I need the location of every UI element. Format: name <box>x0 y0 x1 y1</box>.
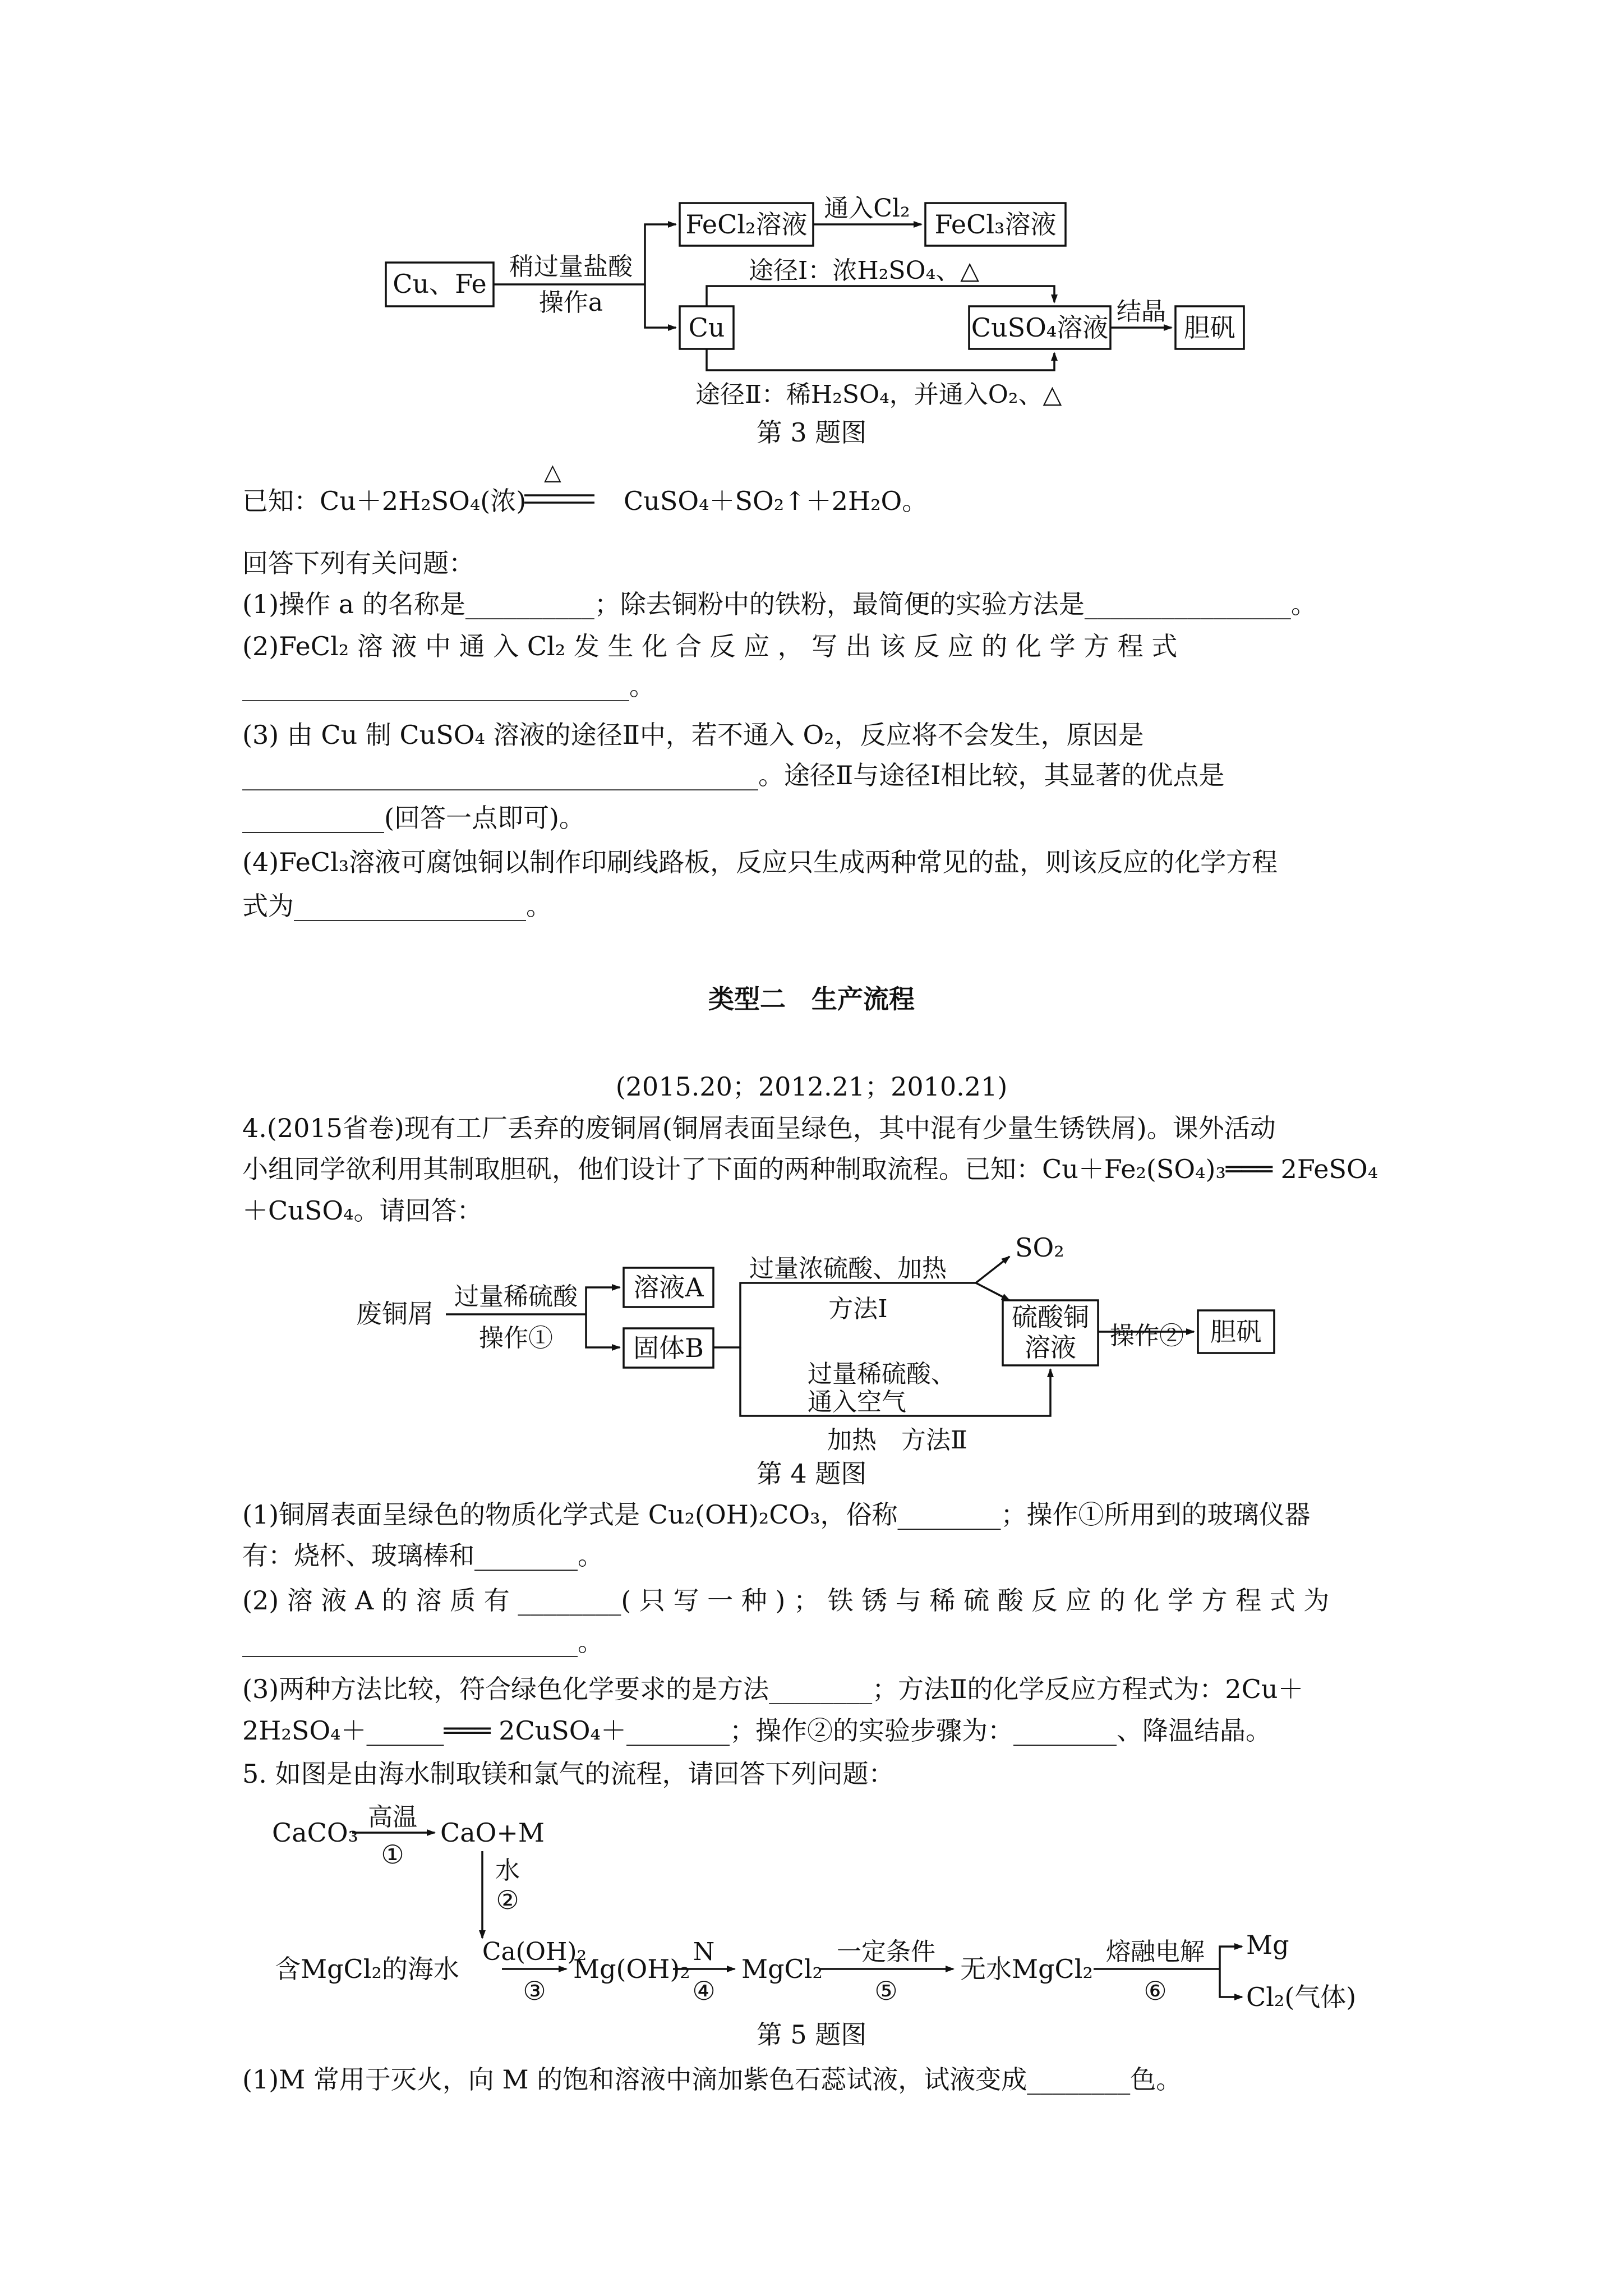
q3-question-3-line2: ________________________________________。途径Ⅱ与途径Ⅰ相比较，其显著的优点是 <box>242 760 1225 790</box>
fig4-op-top: 过量稀硫酸 <box>454 1282 578 1311</box>
q3-known-condition: △ <box>544 459 561 485</box>
fig4-cuso4-line2: 溶液 <box>1025 1332 1076 1363</box>
fig3-alum: 胆矾 <box>1184 312 1235 343</box>
fig4-op-bottom: 操作① <box>479 1324 553 1352</box>
q3-question-2-line1: (2)FeCl₂ 溶 液 中 通 入 Cl₂ 发 生 化 合 反 应 ， 写 出 该 反 应 的 化 学 方 程 式 <box>242 631 1178 661</box>
q5-intro: 5. 如图是由海水制取镁和氯气的流程，请回答下列问题： <box>242 1759 895 1789</box>
fig3-op-bottom: 操作a <box>538 288 603 317</box>
q4-question-1-line1: (1)铜屑表面呈绿色的物质化学式是 Cu₂(OH)₂CO₃，俗称________；操作①所用到的玻璃仪器 <box>242 1499 1311 1530</box>
q3-question-4-line1: (4)FeCl₃溶液可腐蚀铜以制作印刷线路板，反应只生成两种常见的盐，则该反应的化学方程 <box>242 847 1278 877</box>
section-years: (2015.20；2012.21；2010.21) <box>615 1071 1008 1102</box>
q3-question-4-line2: 式为__________________。 <box>242 891 552 921</box>
fig4-method2-line2: 通入空气 <box>808 1388 906 1416</box>
fig5-step4: ④ <box>692 1976 716 2006</box>
q4-question-3-line2: 2H₂SO₄＋______═══ 2CuSO₄＋________；操作②的实验步骤为：________、降温结晶。 <box>242 1715 1271 1746</box>
fig5-cl2: Cl₂(气体) <box>1246 1982 1357 2012</box>
q4-intro-line1: 4.(2015省卷)现有工厂丢弃的废铜屑(铜屑表面呈绿色，其中混有少量生锈铁屑)。课外活动 <box>242 1113 1276 1143</box>
fig5-step2: ② <box>496 1885 519 1915</box>
fig5-caco3: CaCO₃ <box>272 1818 358 1848</box>
fig5-seawater: 含MgCl₂的海水 <box>275 1954 459 1984</box>
fig3-crystallize: 结晶 <box>1117 297 1166 326</box>
fig4-method1-top: 过量浓硫酸、加热 <box>749 1254 947 1283</box>
fig3-start: Cu、Fe <box>393 269 487 299</box>
fig4-alum: 胆矾 <box>1210 1317 1262 1347</box>
fig4-method1-bottom: 方法Ⅰ <box>828 1295 888 1323</box>
fig5-mgoh2: Mg(OH)₂ <box>573 1954 690 1984</box>
fig4-start: 废铜屑 <box>356 1299 434 1329</box>
fig5-caoh2: Ca(OH)₂ <box>482 1938 587 1966</box>
fig3-cuso4: CuSO₄溶液 <box>971 312 1109 343</box>
q4-intro-line3: ＋CuSO₄。请回答： <box>242 1195 483 1226</box>
fig3-route1: 途径Ⅰ：浓H₂SO₄、△ <box>749 256 980 285</box>
q4-question-2-line2: __________________________。 <box>242 1627 603 1657</box>
fig4-op2: 操作② <box>1110 1322 1184 1350</box>
fig5-cao-m: CaO+M <box>440 1818 545 1848</box>
fig5-step3: ③ <box>523 1976 546 2006</box>
fig4-caption: 第 4 题图 <box>756 1458 867 1489</box>
fig5-step6: ⑥ <box>1144 1976 1167 2006</box>
fig5-electrolysis: 熔融电解 <box>1106 1938 1205 1966</box>
fig3-fecl2: FeCl₂溶液 <box>685 209 808 240</box>
q4-question-3-line1: (3)两种方法比较，符合绿色化学要求的是方法________；方法Ⅱ的化学反应方程式为：2Cu＋ <box>242 1674 1304 1704</box>
q4-intro-line2: 小组同学欲利用其制取胆矾，他们设计了下面的两种制取流程。已知：Cu＋Fe₂(SO₄)₃═══ 2FeSO₄ <box>242 1154 1378 1184</box>
fig4-solid-b: 固体B <box>633 1333 704 1363</box>
q3-known-suffix: CuSO₄＋SO₂↑＋2H₂O。 <box>624 486 928 516</box>
fig5-mg: Mg <box>1246 1930 1289 1960</box>
q5-question-1: (1)M 常用于灭火，向 M 的饱和溶液中滴加紫色石蕊试液，试液变成________色。 <box>242 2064 1182 2095</box>
q4-question-2-line1: (2) 溶 液 A 的 溶 质 有 ________( 只 写 一 种 ) ； 铁 锈 与 稀 硫 酸 反 应 的 化 学 方 程 式 为 <box>242 1585 1330 1616</box>
fig3-route2: 途径Ⅱ：稀H₂SO₄，并通入O₂、△ <box>695 380 1062 409</box>
q3-question-2-line2: ______________________________。 <box>242 671 655 701</box>
fig4-so2: SO₂ <box>1015 1232 1064 1263</box>
fig4-method2-bottom: 加热 方法Ⅱ <box>827 1426 967 1455</box>
fig5-mgcl2: MgCl₂ <box>741 1954 823 1984</box>
fig5-step5: ⑤ <box>874 1976 898 2006</box>
fig3-cl2-label: 通入Cl₂ <box>824 194 910 223</box>
fig5-n: N <box>693 1938 715 1966</box>
fig4-solution-a: 溶液A <box>633 1272 704 1303</box>
fig5-high-temp: 高温 <box>368 1803 417 1832</box>
fig4-method2-line1: 过量稀硫酸、 <box>808 1360 956 1388</box>
fig3-caption: 第 3 题图 <box>756 417 867 448</box>
section-title: 类型二 生产流程 <box>708 984 915 1014</box>
fig3-cu: Cu <box>688 312 725 343</box>
fig3-fecl3: FeCl₃溶液 <box>934 209 1057 240</box>
fig5-step1: ① <box>381 1839 404 1870</box>
q3-prompt: 回答下列有关问题： <box>242 548 474 578</box>
fig4-cuso4-line1: 硫酸铜 <box>1012 1302 1089 1332</box>
q4-question-1-line2: 有：烧杯、玻璃棒和________。 <box>242 1540 603 1571</box>
q3-known-prefix: 已知：Cu＋2H₂SO₄(浓) <box>242 486 527 516</box>
fig5-caption: 第 5 题图 <box>756 2019 867 2050</box>
q3-question-3-line1: (3) 由 Cu 制 CuSO₄ 溶液的途径Ⅱ中，若不通入 O₂，反应将不会发生，原因是 <box>242 720 1144 750</box>
fig5-anhydrous: 无水MgCl₂ <box>960 1954 1093 1984</box>
q3-question-3-line3: ___________(回答一点即可)。 <box>242 803 585 833</box>
fig5-condition: 一定条件 <box>837 1938 935 1966</box>
fig3-op-top: 稍过量盐酸 <box>509 252 633 281</box>
q3-question-1: (1)操作 a 的名称是__________；除去铜粉中的铁粉，最简便的实验方法是________________。 <box>242 589 1317 619</box>
fig5-water: 水 <box>495 1856 520 1885</box>
